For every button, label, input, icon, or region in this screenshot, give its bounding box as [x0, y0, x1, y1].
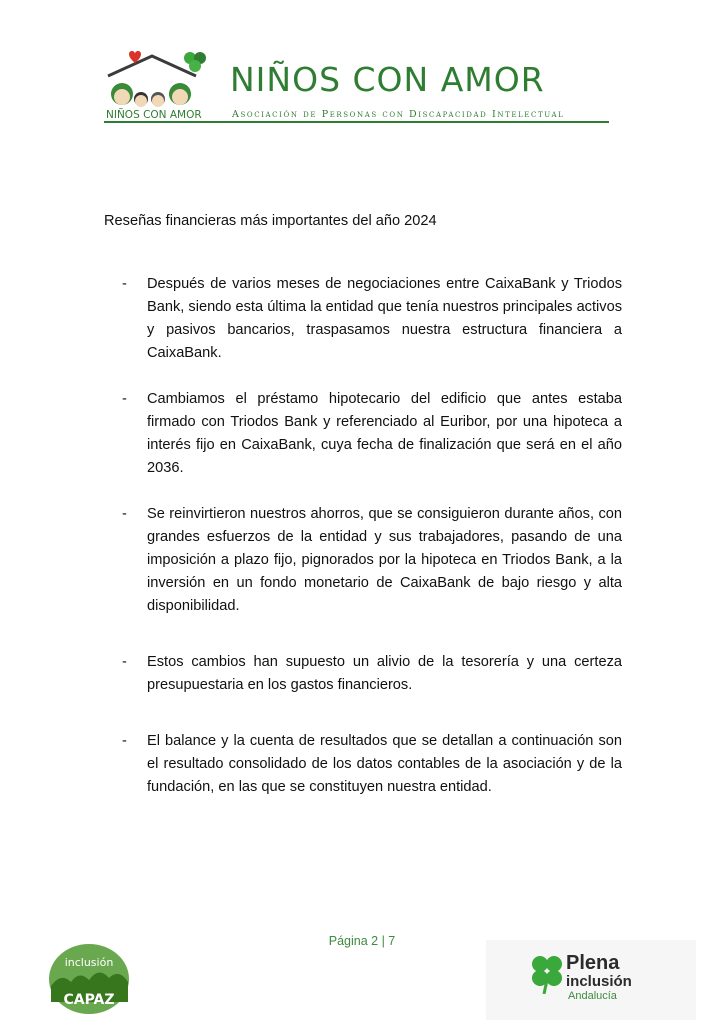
list-item-text: El balance y la cuenta de resultados que se detallan a continuación son el resultado consolidado de los datos contables de la asociación y de la fundación, en las que se constituyen nuestra entidad. [147, 733, 622, 795]
bullet-dash: - [122, 276, 127, 292]
capaz-bottom-text: CAPAZ [63, 992, 115, 1008]
organization-title: NIÑOS CON AMOR [230, 60, 545, 99]
header-divider [104, 121, 609, 123]
bullet-dash: - [122, 391, 127, 407]
list-item [104, 651, 622, 697]
list-item [104, 388, 622, 480]
organization-subtitle: Asociación de Personas con Discapacidad Intelectual [232, 109, 565, 120]
inclusion-capaz-logo [46, 942, 132, 1016]
bullet-dash: - [122, 733, 127, 749]
plena-region: Andalucía [568, 990, 617, 1002]
capaz-top-text: inclusión [64, 956, 114, 969]
plena-line1: Plena [566, 952, 620, 974]
clover-icon [530, 954, 564, 994]
ninos-con-amor-logo [104, 44, 214, 122]
list-item-text: Se reinvirtieron nuestros ahorros, que se consiguieron durante años, con grandes esfuerzos de la entidad y sus trabajadores, pasando de una imposición a plazo fijo, pignorados por la hipoteca en Triodos Bank, a la inversión en un fondo monetario de CaixaBank de bajo riesgo y alta disponibilidad. [147, 506, 622, 614]
page-number: Página 2 | 7 [328, 934, 396, 948]
bullet-dash: - [122, 506, 127, 522]
list-item-text: Cambiamos el préstamo hipotecario del edificio que antes estaba firmado con Triodos Bank y referenciado al Euribor, por una hipoteca a interés fijo en CaixaBank, cuya fecha de finalización que será en el año 2036. [147, 391, 622, 476]
plena-inclusion-logo [530, 950, 650, 1010]
list-item-text: Después de varios meses de negociaciones entre CaixaBank y Triodos Bank, siendo esta última la entidad que tenía nuestros principales activos y pasivos bancarios, traspasamos nuestra estructura financiera a CaixaBank. [147, 276, 622, 361]
bullet-dash: - [122, 654, 127, 670]
list-item [104, 730, 622, 799]
plena-line2: inclusión [566, 973, 632, 990]
list-item [104, 273, 622, 365]
list-item-text: Estos cambios han supuesto un alivio de la tesorería y una certeza presupuestaria en los gastos financieros. [147, 654, 622, 693]
document-heading: Reseñas financieras más importantes del año 2024 [104, 213, 437, 229]
list-item [104, 503, 622, 618]
logo-text: NIÑOS CON AMOR [106, 109, 202, 121]
bullet-list [104, 273, 622, 799]
